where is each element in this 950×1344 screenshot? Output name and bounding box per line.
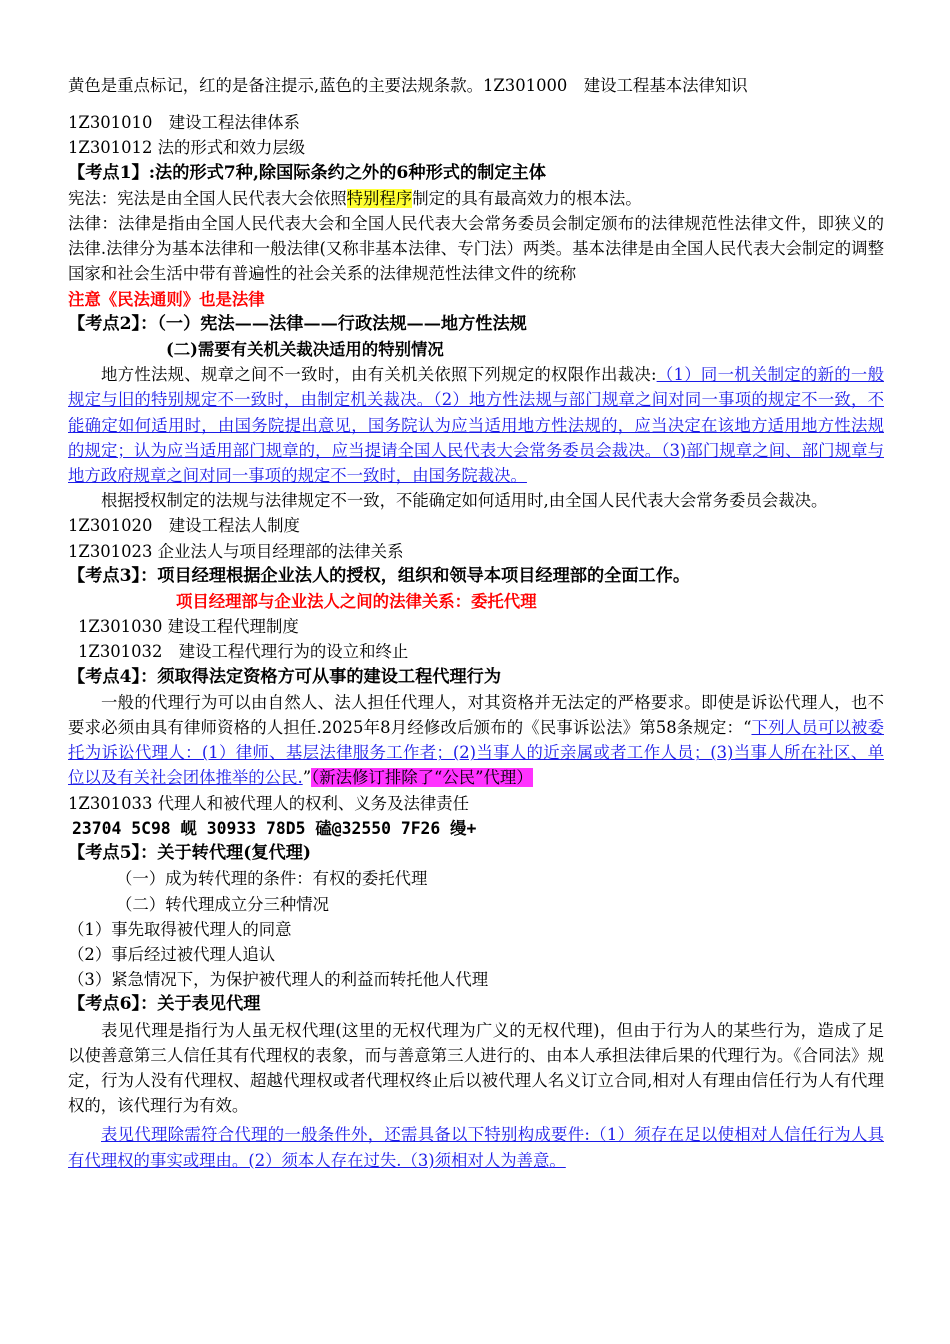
- section-sub-1z301023: 1Z301023 企业法人与项目经理部的法律关系: [68, 541, 404, 561]
- kaodian-4-para: [68, 690, 884, 791]
- kaodian-5-item: （2）事后经过被代理人追认: [68, 944, 276, 964]
- kaodian-1-note: 注意《民法通则》也是法律: [68, 289, 265, 309]
- kaodian-2-title: 【考点2】：（一）宪法——法律——行政法规——地方性法规: [68, 313, 527, 334]
- xianfa-text-post: 制定的具有最高效力的根本法。: [412, 188, 642, 208]
- section-code-1z301030: 1Z301030 建设工程代理制度: [78, 617, 299, 637]
- kaodian-5-title: 【考点5】：关于转代理(复代理): [68, 843, 312, 864]
- kaodian-5-item: （二）转代理成立分三种情况: [116, 894, 330, 914]
- kaodian-2-para-1-text: 地方性法规、规章之间不一致时，由有关机关依照下列规定的权限作出裁决:: [101, 365, 657, 385]
- kaodian-4-para-text: 一般的代理行为可以由自然人、法人担任代理人，对其资格并无法定的严格要求。即使是诉讼代理人，也不要求必须由具有律师资格的人担任.2025年8月经修改后颁布的《民事诉讼法》第58条规定：“: [68, 692, 884, 738]
- kaodian-6-para-1: 表见代理是指行为人虽无权代理(这里的无权代理为广义的无权代理)，但由于行为人的某些行为，造成了足以使善意第三人信任其有代理权的表象，而与善意第三人进行的、由本人承担法律后果的代理行为。《合同法》规定，行为人没有代理权、超越代理权或者代理权终止后以被代理人名义订立合同,相对人有理由信任行为人有代理权的，该代理行为有效。: [68, 1020, 884, 1116]
- kaodian-1-title: 【考点1】:法的形式7种,除国际条约之外的6种形式的制定主体: [68, 162, 546, 183]
- kaodian-1-falv: 法律：法律是指由全国人民代表大会和全国人民代表大会常务委员会制定颁布的法律规范性法律文件，即狭义的法律.法律分为基本法律和一般法律(又称非基本法律、专门法）两类。基本法律是由全国人民代表大会制定的调整国家和社会生活中带有普遍性的社会关系的法律规范性法律文件的统称: [68, 214, 884, 284]
- garbled-text-line: 23704 5C98 岘 30933 78D5 磕@32550 7F26 缦+: [72, 818, 477, 838]
- kaodian-5-item: （3）紧急情况下，为保护被代理人的利益而转托他人代理: [68, 970, 489, 990]
- kaodian-6-law-clause: 表见代理除需符合代理的一般条件外，还需具备以下特别构成要件:（1）须存在足以使相对人信任行为人具有代理权的事实或理由。(2）须本人存在过失.（3)须相对人为善意。: [68, 1125, 884, 1170]
- kaodian-4-quote-close: ”: [302, 768, 312, 788]
- section-sub-1z301032: 1Z301032 建设工程代理行为的设立和终止: [78, 642, 409, 662]
- kaodian-2-subtitle: (二)需要有关机关裁决适用的特别情况: [166, 340, 444, 360]
- kaodian-5-item: （1）事先取得被代理人的同意: [68, 919, 292, 939]
- kaodian-3-note: 项目经理部与企业法人之间的法律关系：委托代理: [176, 592, 537, 612]
- kaodian-5-item: （一）成为转代理的条件：有权的委托代理: [116, 869, 428, 889]
- kaodian-6-title: 【考点6】：关于表见代理: [68, 994, 261, 1015]
- kaodian-1-xianfa: [68, 186, 884, 211]
- kaodian-4-law-clause: 下列人员可以被委托为诉讼代理人：(1）律师、基层法律服务工作者；(2)当事人的近亲属或者工作人员；(3)当事人所在社区、单位以及有关社会团体推举的公民.: [68, 718, 884, 788]
- kaodian-4-highlight-note: （新法修订排除了“公民”代理）: [311, 768, 533, 788]
- kaodian-2-para-2: 根据授权制定的法规与法律规定不一致，不能确定如何适用时,由全国人民代表大会常务委员会裁决。: [101, 491, 828, 511]
- xianfa-highlight: 特别程序: [346, 188, 413, 208]
- kaodian-6-para-2: [68, 1122, 884, 1172]
- kaodian-3-title: 【考点3】：项目经理根据企业法人的授权，组织和领导本项目经理部的全面工作。: [68, 565, 691, 586]
- section-sub-1z301033: 1Z301033 代理人和被代理人的权利、义务及法律责任: [68, 793, 470, 813]
- kaodian-2-para-1: [68, 362, 884, 488]
- xianfa-text-pre: 宪法：宪法是由全国人民代表大会依照: [68, 188, 347, 208]
- section-sub-1z301012: 1Z301012 法的形式和效力层级: [68, 138, 306, 158]
- kaodian-2-law-clause: （1）同一机关制定的新的一般规定与旧的特别规定不一致时，由制定机关裁决。（2）地方性法规与部门规章之间对同一事项的规定不一致，不能确定如何适用时，由国务院提出意见，国务院认为应当适用地方性法规的，应当决定在该地方适用地方性法规的规定；认为应当适用部门规章的，应当提请全国人民代表大会常务委员会裁决。（3)部门规章之间、部门规章与地方政府规章之间对同一事项的规定不一致时，由国务院裁决。: [68, 365, 884, 486]
- section-code-1z301020: 1Z301020 建设工程法人制度: [68, 516, 300, 536]
- kaodian-4-title: 【考点4】：须取得法定资格方可从事的建设工程代理行为: [68, 666, 502, 687]
- intro-legend: 黄色是重点标记，红的是备注提示,蓝色的主要法规条款。1Z301000 建设工程基本法律知识: [68, 76, 748, 95]
- section-code-1z301010: 1Z301010 建设工程法律体系: [68, 113, 300, 133]
